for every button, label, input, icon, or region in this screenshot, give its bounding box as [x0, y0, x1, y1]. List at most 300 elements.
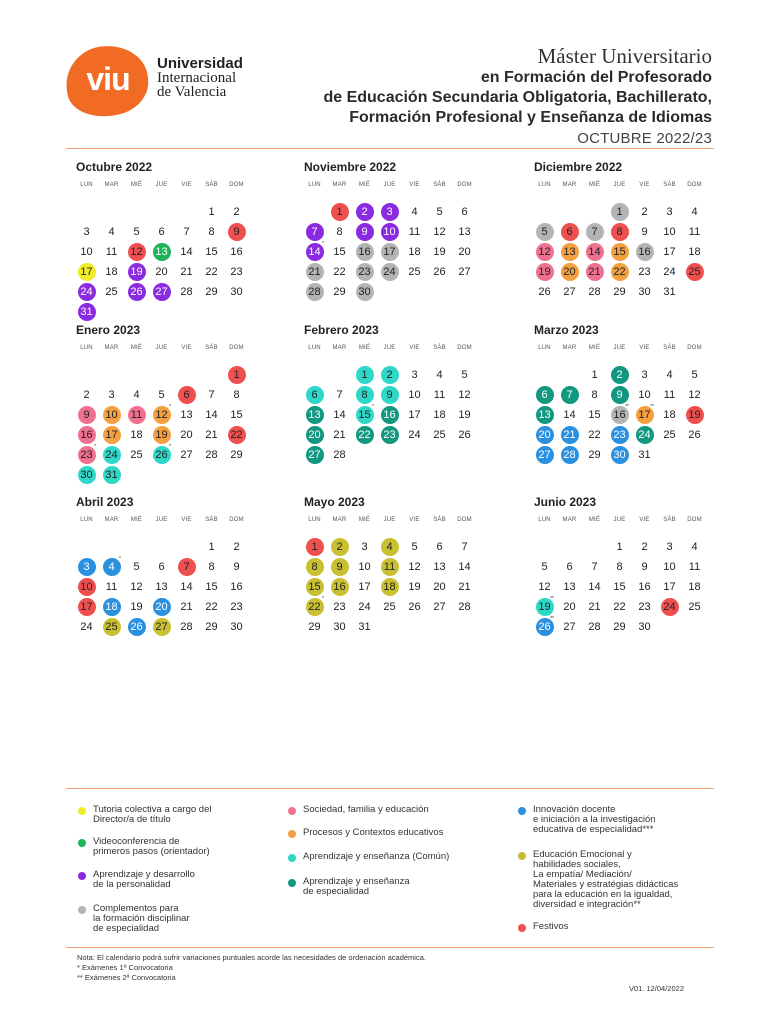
- day-number: 15: [588, 409, 601, 421]
- weekday-label: MIÉ: [588, 182, 601, 188]
- day-number: 6: [158, 226, 165, 238]
- day-number: 29: [588, 449, 601, 461]
- day-number: 30: [638, 286, 651, 298]
- day-cell: [582, 617, 607, 637]
- day-cell: [224, 222, 249, 242]
- day-number: 30: [638, 621, 651, 633]
- day-cell: [532, 617, 557, 637]
- day-cell: [124, 617, 149, 637]
- legend-label: Innovación docente e iniciación a la investigación educativa de especialidad***: [533, 804, 656, 835]
- day-number: 14: [563, 409, 576, 421]
- empty-day: [302, 365, 327, 385]
- day-number: 4: [691, 541, 698, 553]
- day-cell: [149, 222, 174, 242]
- day-cell: [352, 202, 377, 222]
- legend: [66, 800, 716, 940]
- day-cell: [377, 365, 402, 385]
- weekday-label: DOM: [457, 345, 472, 351]
- day-number: 22: [333, 266, 346, 278]
- university-name-line3: de Valencia: [157, 84, 227, 100]
- day-number: 29: [308, 621, 321, 633]
- day-number: 17: [408, 409, 421, 421]
- marked-day: 12: [153, 406, 171, 424]
- day-number: 5: [541, 561, 548, 573]
- legend-item: [288, 877, 410, 897]
- day-cell: [352, 222, 377, 242]
- weekday-label: JUE: [155, 182, 168, 188]
- day-cell: [199, 577, 224, 597]
- day-cell: [632, 405, 657, 425]
- day-cell: [74, 385, 99, 405]
- day-cell: [557, 597, 582, 617]
- day-cell: [632, 242, 657, 262]
- day-cell: [327, 405, 352, 425]
- marked-day: 6: [561, 223, 579, 241]
- exam-marker: *: [322, 596, 324, 602]
- empty-day: [74, 365, 99, 385]
- day-cell: [124, 405, 149, 425]
- day-cell: [557, 577, 582, 597]
- weekday-label: SÁB: [663, 517, 676, 523]
- day-number: 25: [383, 601, 396, 613]
- day-cell: [402, 425, 427, 445]
- day-number: 16: [230, 246, 243, 258]
- marked-day: 6: [306, 386, 324, 404]
- weekday-label: DOM: [229, 182, 244, 188]
- day-number: 24: [358, 601, 371, 613]
- day-cell: [224, 617, 249, 637]
- legend-color-dot: [78, 906, 86, 914]
- day-cell: [657, 425, 682, 445]
- version-label: V01. 12/04/2022: [628, 984, 684, 993]
- day-number: 14: [205, 409, 218, 421]
- day-number: 6: [436, 541, 443, 553]
- empty-day: [174, 202, 199, 222]
- notes-divider: [66, 947, 714, 948]
- day-cell: [427, 385, 452, 405]
- empty-day: [99, 537, 124, 557]
- day-cell: [657, 202, 682, 222]
- day-cell: [557, 557, 582, 577]
- day-cell: [607, 617, 632, 637]
- day-number: 24: [80, 621, 93, 633]
- day-number: 8: [336, 226, 343, 238]
- day-cell: [199, 262, 224, 282]
- weekday-label: MIÉ: [358, 517, 371, 523]
- day-number: 25: [688, 601, 701, 613]
- day-cell: [532, 557, 557, 577]
- legend-color-dot: [288, 830, 296, 838]
- marked-day: 24: [103, 446, 121, 464]
- day-cell: [557, 405, 582, 425]
- day-cell: [632, 385, 657, 405]
- day-number: 5: [411, 541, 418, 553]
- marked-day: 8: [611, 223, 629, 241]
- weekday-label: SÁB: [205, 345, 218, 351]
- month-title: Febrero 2023: [304, 323, 379, 337]
- marked-day: 13: [561, 243, 579, 261]
- day-cell: [352, 597, 377, 617]
- day-cell: [74, 597, 99, 617]
- day-number: 10: [80, 246, 93, 258]
- day-number: 27: [433, 601, 446, 613]
- exam-marker: **: [550, 596, 554, 602]
- day-number: 4: [133, 389, 140, 401]
- legend-item: [78, 870, 195, 890]
- day-number: 12: [433, 226, 446, 238]
- day-cell: [532, 262, 557, 282]
- day-cell: [377, 405, 402, 425]
- marked-day: 10: [78, 578, 96, 596]
- day-number: 2: [83, 389, 90, 401]
- marked-day: 16: [381, 406, 399, 424]
- day-number: 5: [691, 369, 698, 381]
- marked-day: 9: [331, 558, 349, 576]
- day-cell: [199, 405, 224, 425]
- day-cell: [224, 282, 249, 302]
- day-number: 27: [458, 266, 471, 278]
- weekday-label: MAR: [562, 182, 577, 188]
- marked-day: 7: [178, 558, 196, 576]
- day-cell: [377, 202, 402, 222]
- day-cell: [174, 222, 199, 242]
- day-cell: [352, 385, 377, 405]
- day-number: 23: [333, 601, 346, 613]
- day-cell: [149, 405, 174, 425]
- day-cell: [402, 385, 427, 405]
- legend-item: [518, 805, 656, 835]
- day-number: 23: [638, 266, 651, 278]
- empty-day: [99, 202, 124, 222]
- legend-label: Festivos: [533, 921, 569, 932]
- weekday-label: MAR: [104, 345, 119, 351]
- month-title: Diciembre 2022: [534, 160, 623, 174]
- weekday-label: LUN: [80, 517, 93, 523]
- day-cell: [199, 222, 224, 242]
- marked-day: 11: [381, 558, 399, 576]
- day-number: 26: [408, 601, 421, 613]
- marked-day: 12: [536, 243, 554, 261]
- day-cell: [632, 617, 657, 637]
- day-cell: [352, 365, 377, 385]
- day-number: 13: [155, 581, 168, 593]
- marked-day: 26: [128, 283, 146, 301]
- day-cell: [224, 537, 249, 557]
- day-number: 28: [588, 286, 601, 298]
- day-number: 12: [458, 389, 471, 401]
- day-number: 19: [408, 581, 421, 593]
- weekday-header: [74, 182, 260, 196]
- marked-day: 21: [561, 426, 579, 444]
- marked-day: 1: [306, 538, 324, 556]
- day-number: 31: [358, 621, 371, 633]
- title-line3: de Educación Secundaria Obligatoria, Bachillerato,: [323, 89, 712, 106]
- day-number: 11: [105, 246, 118, 258]
- day-cell: [99, 282, 124, 302]
- day-cell: [582, 385, 607, 405]
- marked-day: 20: [561, 263, 579, 281]
- day-number: 20: [563, 601, 576, 613]
- month-title: Octubre 2022: [76, 160, 153, 174]
- day-number: 25: [408, 266, 421, 278]
- days-grid: [74, 202, 249, 322]
- days-grid: [74, 537, 249, 637]
- day-cell: [224, 405, 249, 425]
- day-number: 2: [233, 206, 240, 218]
- marked-day: 30: [78, 466, 96, 484]
- day-number: 2: [233, 541, 240, 553]
- day-cell: [74, 302, 99, 322]
- day-number: 8: [233, 389, 240, 401]
- day-number: 5: [133, 561, 140, 573]
- day-number: 23: [230, 266, 243, 278]
- day-number: 16: [230, 581, 243, 593]
- day-cell: [302, 282, 327, 302]
- day-cell: [327, 282, 352, 302]
- day-number: 13: [180, 409, 193, 421]
- day-cell: [682, 242, 707, 262]
- days-grid: [302, 202, 477, 302]
- legend-color-dot: [78, 839, 86, 847]
- marked-day: 17: [103, 426, 121, 444]
- empty-day: [557, 202, 582, 222]
- day-cell: [452, 202, 477, 222]
- day-cell: [657, 262, 682, 282]
- day-number: 28: [205, 449, 218, 461]
- day-number: 11: [663, 389, 676, 401]
- day-cell: [582, 282, 607, 302]
- day-number: 12: [408, 561, 421, 573]
- day-cell: [124, 282, 149, 302]
- day-number: 12: [538, 581, 551, 593]
- day-cell: [174, 385, 199, 405]
- marked-day: 13: [153, 243, 171, 261]
- day-number: 28: [180, 286, 193, 298]
- marked-day: 21: [586, 263, 604, 281]
- day-number: 18: [688, 246, 701, 258]
- exam-marker: **: [650, 404, 654, 410]
- day-cell: [327, 385, 352, 405]
- weekday-label: LUN: [80, 345, 93, 351]
- day-number: 3: [666, 541, 673, 553]
- day-number: 10: [638, 389, 651, 401]
- day-number: 11: [688, 226, 701, 238]
- days-grid: [302, 537, 477, 637]
- day-cell: [607, 222, 632, 242]
- empty-day: [149, 365, 174, 385]
- day-number: 3: [641, 369, 648, 381]
- weekday-label: SÁB: [433, 182, 446, 188]
- day-cell: [682, 557, 707, 577]
- marked-day: 2: [356, 203, 374, 221]
- month-title: Junio 2023: [534, 495, 597, 509]
- weekday-label: VIE: [181, 182, 192, 188]
- day-cell: [99, 385, 124, 405]
- day-number: 13: [563, 581, 576, 593]
- empty-day: [149, 202, 174, 222]
- days-grid: [532, 537, 707, 637]
- day-cell: [452, 385, 477, 405]
- weekday-label: MIÉ: [130, 517, 143, 523]
- marked-day: 12: [128, 243, 146, 261]
- marked-day: 6: [536, 386, 554, 404]
- month-calendar: [74, 323, 260, 483]
- day-cell: [224, 597, 249, 617]
- day-cell: [532, 445, 557, 465]
- day-number: 17: [663, 246, 676, 258]
- weekday-label: LUN: [308, 345, 321, 351]
- day-number: 30: [230, 286, 243, 298]
- day-cell: [682, 202, 707, 222]
- marked-day: 24: [381, 263, 399, 281]
- marked-day: 22: [611, 263, 629, 281]
- day-number: 27: [563, 621, 576, 633]
- day-cell: [607, 537, 632, 557]
- day-cell: [632, 445, 657, 465]
- day-cell: [427, 425, 452, 445]
- marked-day: 1: [611, 203, 629, 221]
- day-cell: [149, 577, 174, 597]
- legend-item: [288, 828, 443, 838]
- day-cell: [327, 202, 352, 222]
- day-number: 22: [205, 266, 218, 278]
- day-number: 7: [591, 561, 598, 573]
- day-cell: [427, 365, 452, 385]
- day-cell: [327, 557, 352, 577]
- weekday-label: VIE: [639, 345, 650, 351]
- day-cell: [74, 425, 99, 445]
- day-number: 18: [663, 409, 676, 421]
- weekday-label: LUN: [538, 517, 551, 523]
- day-number: 11: [688, 561, 701, 573]
- day-number: 2: [641, 541, 648, 553]
- day-cell: [149, 282, 174, 302]
- day-cell: [352, 557, 377, 577]
- day-cell: [532, 282, 557, 302]
- day-cell: [99, 242, 124, 262]
- day-number: 14: [588, 581, 601, 593]
- day-cell: [199, 202, 224, 222]
- day-number: 29: [613, 286, 626, 298]
- month-title: Noviembre 2022: [304, 160, 397, 174]
- document-title: [323, 44, 712, 150]
- day-number: 10: [408, 389, 421, 401]
- weekday-header: [302, 182, 488, 196]
- day-cell: [582, 557, 607, 577]
- exam-marker: *: [322, 241, 324, 247]
- legend-label: Aprendizaje y enseñanza (Común): [303, 851, 450, 862]
- day-number: 15: [230, 409, 243, 421]
- marked-day: 1: [228, 366, 246, 384]
- weekday-label: MIÉ: [358, 182, 371, 188]
- day-number: 26: [433, 266, 446, 278]
- legend-label: Sociedad, familia y educación: [303, 804, 429, 815]
- day-cell: [427, 557, 452, 577]
- day-number: 26: [538, 286, 551, 298]
- day-number: 3: [361, 541, 368, 553]
- day-cell: [427, 577, 452, 597]
- marked-day: 2: [331, 538, 349, 556]
- marked-day: 25: [103, 618, 121, 636]
- day-number: 20: [155, 266, 168, 278]
- day-cell: [74, 282, 99, 302]
- header-divider: [66, 148, 714, 149]
- marked-day: 15: [356, 406, 374, 424]
- marked-day: 21: [306, 263, 324, 281]
- day-cell: [452, 242, 477, 262]
- day-cell: [302, 577, 327, 597]
- weekday-label: SÁB: [205, 517, 218, 523]
- note-text: Nota: El calendario podrá sufrir variaciones puntuales acorde las necesidades de ordenación académica.: [77, 953, 426, 962]
- day-cell: [657, 242, 682, 262]
- weekday-label: SÁB: [663, 182, 676, 188]
- day-cell: [657, 537, 682, 557]
- weekday-label: VIE: [639, 182, 650, 188]
- day-cell: [224, 262, 249, 282]
- header: [0, 0, 768, 150]
- day-cell: [377, 597, 402, 617]
- marked-day: 28: [306, 283, 324, 301]
- legend-color-dot: [288, 807, 296, 815]
- month-calendar: [302, 323, 488, 483]
- marked-day: 18: [381, 578, 399, 596]
- day-cell: [632, 577, 657, 597]
- marked-day: 23: [78, 446, 96, 464]
- marked-day: 4: [381, 538, 399, 556]
- day-cell: [74, 445, 99, 465]
- day-cell: [632, 557, 657, 577]
- day-number: 15: [205, 581, 218, 593]
- empty-day: [532, 202, 557, 222]
- day-cell: [582, 445, 607, 465]
- marked-day: 9: [381, 386, 399, 404]
- university-name-line2: Internacional: [157, 70, 237, 86]
- day-number: 7: [183, 226, 190, 238]
- empty-day: [582, 537, 607, 557]
- day-cell: [607, 385, 632, 405]
- day-cell: [402, 577, 427, 597]
- day-cell: [452, 425, 477, 445]
- day-cell: [452, 537, 477, 557]
- legend-color-dot: [518, 852, 526, 860]
- day-number: 4: [108, 226, 115, 238]
- day-cell: [452, 557, 477, 577]
- day-number: 14: [458, 561, 471, 573]
- day-cell: [582, 242, 607, 262]
- weekday-label: VIE: [409, 182, 420, 188]
- legend-item: [288, 805, 429, 815]
- day-cell: [224, 445, 249, 465]
- weekday-label: MAR: [332, 345, 347, 351]
- day-number: 4: [691, 206, 698, 218]
- day-number: 10: [663, 561, 676, 573]
- exam-marker: **: [550, 616, 554, 622]
- day-cell: [124, 557, 149, 577]
- day-cell: [199, 557, 224, 577]
- empty-day: [532, 365, 557, 385]
- day-cell: [74, 242, 99, 262]
- day-number: 18: [105, 266, 118, 278]
- marked-day: 20: [306, 426, 324, 444]
- weekday-label: DOM: [457, 517, 472, 523]
- empty-day: [557, 365, 582, 385]
- empty-day: [174, 537, 199, 557]
- marked-day: 15: [306, 578, 324, 596]
- day-number: 27: [180, 449, 193, 461]
- day-cell: [124, 445, 149, 465]
- marked-day: 17: [78, 598, 96, 616]
- empty-day: [99, 365, 124, 385]
